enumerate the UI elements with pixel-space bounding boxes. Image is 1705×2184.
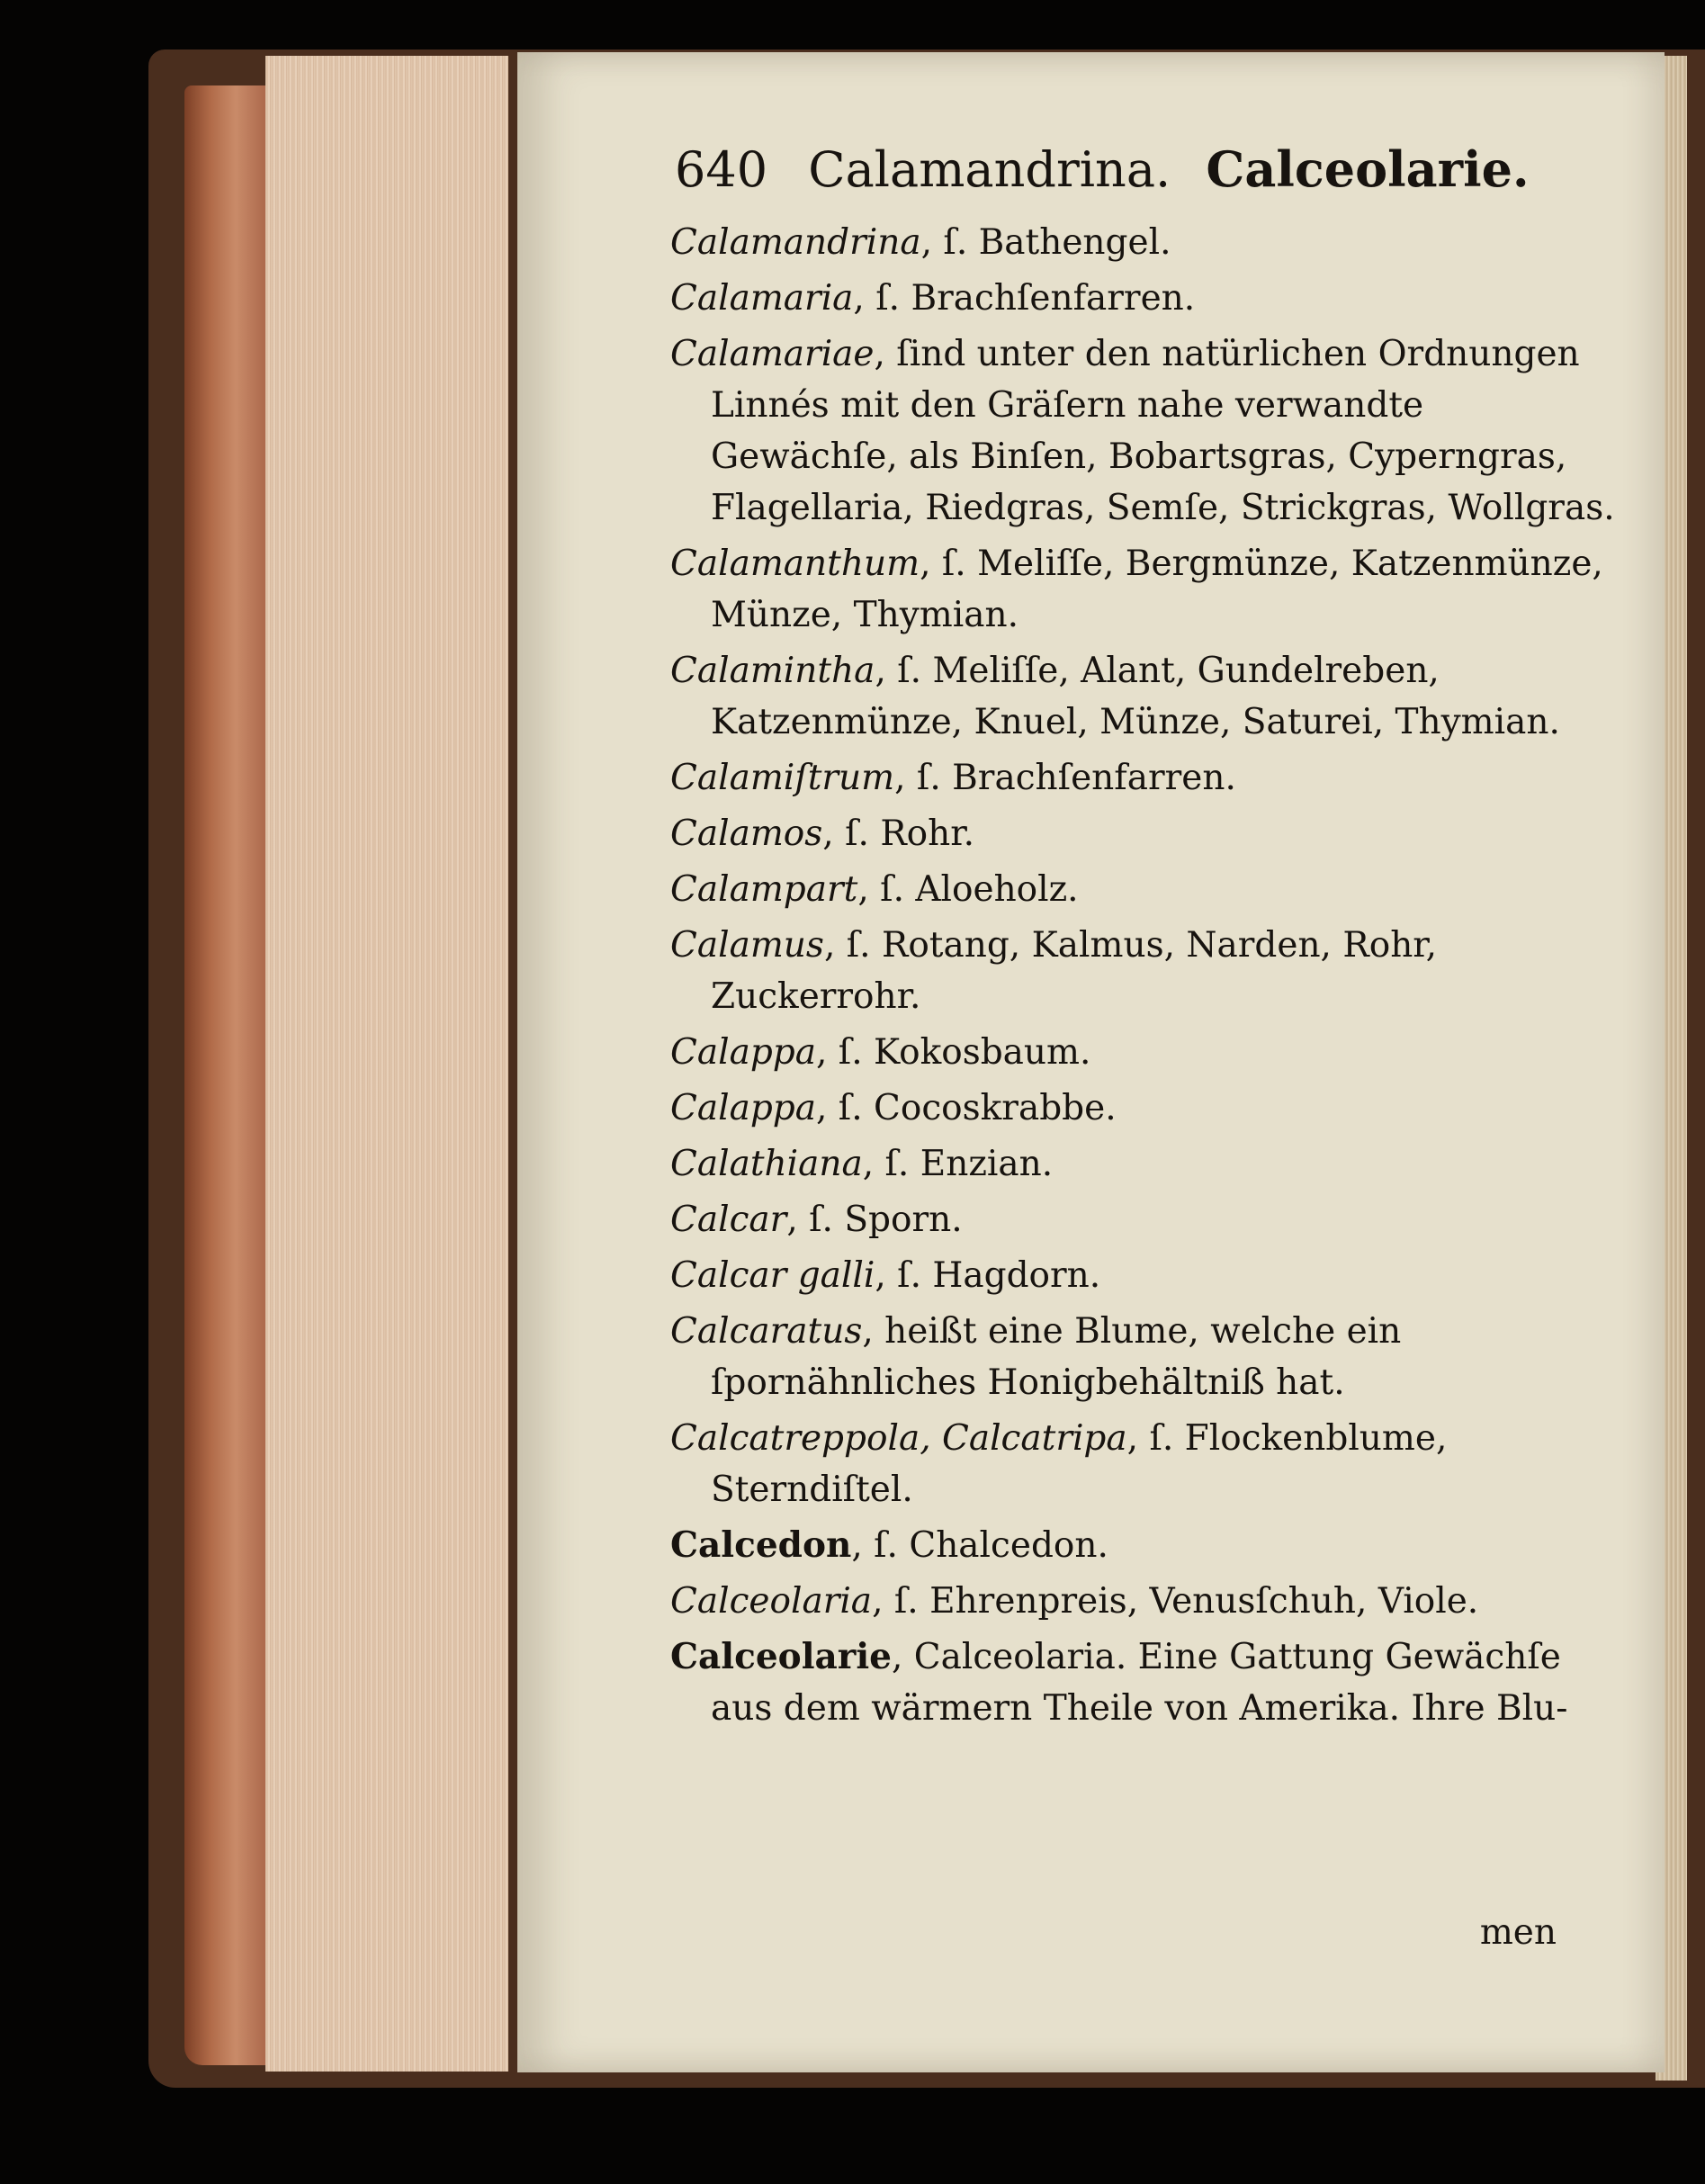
entry-text: , ſ. Kokosbaum. [816, 1032, 1091, 1073]
entry-lemma: Calceolarie [670, 1636, 892, 1677]
entry-text: , ſ. Brachſenfarren. [853, 278, 1196, 319]
entry-text: , ſ. Chalcedon. [851, 1525, 1108, 1566]
dictionary-entry [670, 1194, 1620, 1245]
entry-text: , Calceolaria. Eine Gattung Gewächſe aus dem wärmern Theile von Amerika. Ihre Blu- [711, 1637, 1568, 1729]
entry-lemma: Calcedon [670, 1524, 852, 1566]
dictionary-entry [670, 1027, 1620, 1078]
entry-text: , ſ. Cocoskrabbe. [816, 1088, 1117, 1128]
entry-lemma: Calampart [670, 869, 858, 910]
dictionary-entry [670, 864, 1620, 915]
entry-text: , ſ. Brachſenfarren. [894, 758, 1236, 798]
entry-text: , heißt eine Blume, welche ein ſpornähnliches Honigbehältniß hat. [711, 1311, 1402, 1403]
entry-lemma: Calappa [670, 1088, 816, 1128]
entry-text: , ſ. Bathengel. [920, 222, 1171, 263]
dictionary-entry [670, 1083, 1620, 1134]
dictionary-entry [670, 645, 1620, 748]
dictionary-entry [670, 1138, 1620, 1190]
dictionary-entry [670, 1520, 1620, 1571]
entry-text: , ſ. Ehrenpreis, Venusſchuh, Viole. [872, 1581, 1479, 1622]
entry-lemma: Calamus [670, 925, 824, 966]
entry-lemma: Calathiana [670, 1144, 863, 1184]
entry-lemma: Calcar [670, 1200, 787, 1240]
entry-lemma: Calamos [670, 813, 823, 854]
entry-text: , ſ. Meliſſe, Alant, Gundelreben, Katzenmünze, Knuel, Münze, Saturei, Thymian. [711, 651, 1560, 742]
entry-text: , ſ. Flockenblume, Sterndiſtel. [711, 1418, 1448, 1510]
dictionary-entry [670, 1631, 1620, 1734]
dictionary-entry [670, 808, 1620, 859]
dictionary-entry [670, 538, 1620, 641]
entry-lemma: Calamaria [670, 278, 854, 319]
entry-text: , ſ. Rotang, Kalmus, Narden, Rohr, Zuckerrohr. [711, 925, 1438, 1017]
book-page [517, 52, 1665, 2072]
entry-text: , ſ. Hagdorn. [875, 1255, 1101, 1296]
running-head-left: Calamandrina. [808, 141, 1171, 198]
entry-lemma: Calceolaria [670, 1581, 873, 1622]
dictionary-entry [670, 1413, 1620, 1515]
entry-lemma: Calamariae [670, 334, 875, 374]
entry-lemma: Calappa [670, 1032, 816, 1073]
dictionary-entry [670, 1306, 1620, 1408]
dictionary-entry [670, 217, 1620, 268]
dictionary-entry [670, 1576, 1620, 1627]
dictionary-entry [670, 1250, 1620, 1301]
entry-text: , ſ. Aloeholz. [857, 869, 1079, 910]
entry-lemma: Calamiſtrum [670, 758, 895, 798]
entry-lemma: Calamandrina [670, 222, 921, 263]
entry-text: , ſ. Rohr. [822, 813, 975, 854]
entry-lemma: Calamintha [670, 651, 875, 691]
dictionary-entry [670, 920, 1620, 1022]
entry-text: , ſ. Sporn. [786, 1200, 963, 1240]
entry-text: , ſind unter den natürlichen Ordnungen Linnés mit den Gräſern nahe verwandte Gewächſe, als Binſen, Bobartsgras, Cyperngras, Flagellaria, Riedgras, Semſe, Strickgras, Wollgras. [711, 334, 1615, 528]
entry-text: , ſ. Enzian. [862, 1144, 1054, 1184]
dictionary-entry [670, 328, 1620, 534]
running-head-right: Calceolarie. [1206, 140, 1530, 198]
page-number: 640 [675, 141, 768, 198]
entry-text: , ſ. Meliſſe, Bergmünze, Katzenmünze, Münze, Thymian. [711, 544, 1603, 635]
catchword: men [1479, 1912, 1557, 1953]
dictionary-entry [670, 273, 1620, 324]
entry-lemma: Calcar galli [670, 1255, 875, 1296]
entry-lemma: Calamanthum [670, 544, 920, 584]
page-text [670, 138, 1620, 1739]
entry-lemma: Calcaratus [670, 1311, 863, 1352]
running-head [675, 138, 1620, 201]
book-edge-red [184, 85, 270, 2065]
dictionary-entry [670, 752, 1620, 804]
page-stack-left [265, 56, 508, 2072]
entry-lemma: Calcatreppola, Calcatripa [670, 1418, 1127, 1459]
